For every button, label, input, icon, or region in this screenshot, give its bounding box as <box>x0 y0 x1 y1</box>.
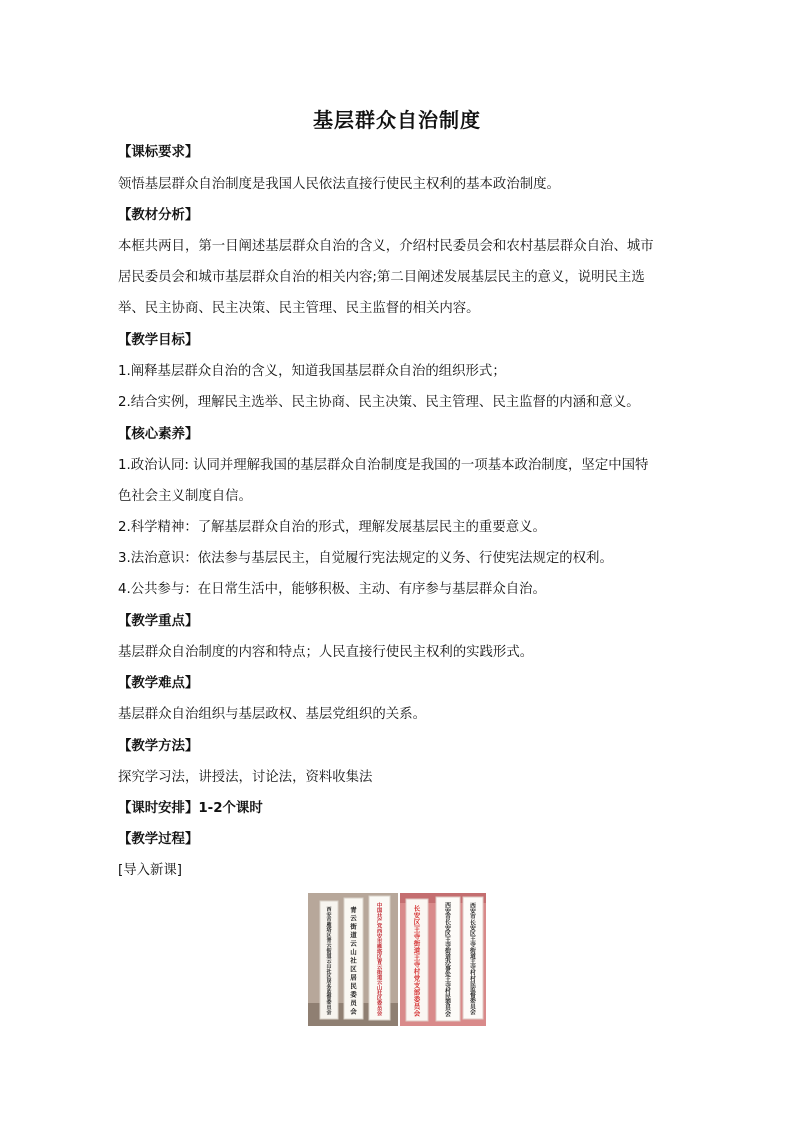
sign-character: 居 <box>326 979 332 986</box>
sign-character: 市 <box>470 913 476 921</box>
sign-character: 西 <box>445 902 451 910</box>
sign-character: 云 <box>376 964 383 971</box>
sign-character: 塔 <box>376 949 383 956</box>
sign-character: 会 <box>413 1009 421 1018</box>
sign-character: 产 <box>376 918 383 925</box>
paragraph-line: 2.结合实例，理解民主选举、民主协商、民主决策、民主管理、民主监督的内涵和意义。 <box>118 395 640 410</box>
sign-character: 区 <box>376 954 383 961</box>
sign-character: 区 <box>376 995 383 1002</box>
sign-character: 道 <box>326 953 332 960</box>
sign-character: 街 <box>376 969 383 976</box>
village-committee-signboards-photo <box>308 893 486 1026</box>
sign-character: 街 <box>445 948 451 956</box>
sign-character: 云 <box>350 939 357 948</box>
sign-character: 会 <box>376 1010 383 1017</box>
paragraph-line: 1.阐释基层群众自治的含义，知道我国基层群众自治的组织形式； <box>118 364 506 379</box>
section-heading: 【教材分析】 <box>118 208 199 223</box>
sign-character: 村 <box>413 967 421 976</box>
sign-character: 村 <box>470 969 476 977</box>
sign-character: 社 <box>326 968 332 975</box>
sign-character: 安 <box>326 912 332 919</box>
sign-character: 西 <box>376 928 383 935</box>
sign-character: 寺 <box>445 942 451 950</box>
signboards-illustration <box>308 893 486 1026</box>
sign-character: 市 <box>376 939 383 946</box>
sign-character: 道 <box>413 946 421 955</box>
sign-character: 寺 <box>413 932 421 941</box>
sign-character: 安 <box>470 924 476 932</box>
sign-character: 区 <box>350 965 357 973</box>
sign-character: 安 <box>470 908 476 916</box>
sign-character: 委 <box>470 997 476 1005</box>
sign-character: 王 <box>445 936 451 944</box>
sign-character: 道 <box>445 953 451 961</box>
sign-character: 道 <box>376 975 383 982</box>
paragraph-line: [导入新课] <box>118 863 183 878</box>
sign-character: 民 <box>445 993 451 1001</box>
sign-character: 部 <box>413 988 421 997</box>
sign-character: 西 <box>326 907 332 914</box>
sign-character: 王 <box>470 936 476 944</box>
sign-character: 青 <box>350 905 357 914</box>
sign-character: 王 <box>470 958 476 966</box>
paragraph-line: 举、民主协商、民主决策、民主管理、民主监督的相关内容。 <box>118 301 480 316</box>
sign-character: 员 <box>470 1003 476 1011</box>
sign-character: 云 <box>326 943 332 950</box>
sign-character: 支 <box>413 981 421 990</box>
sign-character: 云 <box>326 958 332 965</box>
sign-character: 长 <box>445 919 451 927</box>
sign-character: 区 <box>470 930 476 938</box>
paragraph-line: 居民委员会和城市基层群众自治的相关内容;第二目阐述发展基层民主的意义，说明民主选 <box>118 270 645 285</box>
paragraph-line: 2.科学精神：了解基层群众自治的形式，理解发展基层民主的重要意义。 <box>118 520 546 535</box>
section-heading: 【课标要求】 <box>118 145 199 160</box>
sign-character: 委 <box>376 1000 383 1007</box>
section-heading: 【教学难点】 <box>118 676 199 691</box>
sign-character: 市 <box>326 917 332 924</box>
sign-character: 区 <box>445 931 451 939</box>
sign-character: 委 <box>350 990 357 999</box>
sign-character: 王 <box>413 925 421 934</box>
sign-character: 云 <box>350 914 357 923</box>
sign-character: 长 <box>413 904 421 913</box>
sign-character: 委 <box>445 999 451 1007</box>
section-heading: 【核心素养】 <box>118 427 199 442</box>
sign-character: 党 <box>376 923 383 930</box>
sign-character: 区 <box>326 973 332 980</box>
paragraph-line: 4.公共参与：在日常生活中，能够积极、主动、有序参与基层群众自治。 <box>118 582 546 597</box>
sign-character: 党 <box>413 974 421 983</box>
sign-character: 社 <box>350 956 357 965</box>
sign-character: 寺 <box>470 941 476 949</box>
section-heading: 【教学方法】 <box>118 739 199 754</box>
sign-character: 员 <box>445 1005 451 1013</box>
section-heading: 【教学目标】 <box>118 333 199 348</box>
sign-character: 长 <box>470 919 476 927</box>
sign-character: 中 <box>376 903 383 910</box>
sign-character: 会 <box>470 1008 476 1016</box>
sign-character: 道 <box>470 952 476 960</box>
sign-character: 云 <box>376 980 383 987</box>
sign-character: 王 <box>413 953 421 962</box>
sign-character: 村 <box>470 975 476 983</box>
document-title: 基层群众自治制度 <box>313 108 481 132</box>
sign-character: 安 <box>445 925 451 933</box>
sign-character: 安 <box>413 911 421 920</box>
sign-character: 街 <box>326 948 332 955</box>
sign-character: 雁 <box>376 944 383 951</box>
sign-character: 民 <box>350 981 357 990</box>
paragraph-line: 3.法治意识：依法参与基层民主，自觉履行宪法规定的义务、行使宪法规定的权利。 <box>118 551 613 566</box>
sign-character: 街 <box>470 947 476 955</box>
sign-character: 安 <box>445 908 451 916</box>
sign-character: 共 <box>376 913 383 920</box>
sign-character: 街 <box>350 922 357 931</box>
sign-character: 委 <box>413 995 421 1004</box>
sign-character: 处 <box>445 970 451 978</box>
sign-character: 道 <box>350 931 357 940</box>
paragraph-line: 基层群众自治组织与基层政权、基层党组织的关系。 <box>118 707 426 722</box>
section-heading: 【教学重点】 <box>118 614 199 629</box>
sign-character: 王 <box>445 976 451 984</box>
sign-character: 安 <box>376 933 383 940</box>
sign-character: 山 <box>350 948 357 957</box>
sign-character: 民 <box>470 980 476 988</box>
sign-character: 雁 <box>326 922 332 929</box>
sign-character: 西 <box>470 902 476 910</box>
sign-character: 事 <box>445 965 451 973</box>
paragraph-line: 本框共两目，第一目阐述基层群众自治的含义，介绍村民委员会和农村基层群众自治、城市 <box>118 239 654 254</box>
sign-character: 员 <box>326 1004 332 1011</box>
sign-character: 塔 <box>326 927 332 934</box>
sign-character: 办 <box>445 959 451 967</box>
sign-character: 山 <box>376 985 383 992</box>
sign-character: 员 <box>350 998 357 1007</box>
sign-character: 员 <box>413 1002 421 1011</box>
sign-character: 区 <box>326 932 332 939</box>
sign-character: 山 <box>326 963 332 970</box>
sign-character: 青 <box>326 937 332 944</box>
paragraph-line: 探究学习法，讲授法，讨论法，资料收集法 <box>118 770 373 785</box>
sign-character: 青 <box>376 959 383 966</box>
sign-character: 监 <box>470 986 476 994</box>
paragraph-line: 色社会主义制度自信。 <box>118 489 252 504</box>
sign-character: 督 <box>326 994 332 1001</box>
sign-character: 社 <box>376 990 383 997</box>
sign-character: 寺 <box>470 964 476 972</box>
sign-character: 寺 <box>413 960 421 969</box>
paragraph-line: 基层群众自治制度的内容和特点；人民直接行使民主权利的实践形式。 <box>118 645 534 660</box>
sign-character: 监 <box>326 989 332 996</box>
sign-character: 区 <box>413 918 421 927</box>
sign-character: 村 <box>445 988 451 996</box>
section-heading: 【教学过程】 <box>118 832 199 847</box>
sign-character: 市 <box>445 913 451 921</box>
sign-character: 会 <box>326 1009 332 1016</box>
sign-character: 督 <box>470 992 476 1000</box>
sign-character: 员 <box>376 1005 383 1012</box>
sign-character: 居 <box>350 973 357 982</box>
paragraph-line: 1.政治认同: 认同并理解我国的基层群众自治制度是我国的一项基本政治制度，坚定中国特 <box>118 458 649 473</box>
paragraph-line: 领悟基层群众自治制度是我国人民依法直接行使民主权利的基本政治制度。 <box>118 177 560 192</box>
sign-character: 委 <box>326 999 332 1006</box>
section-heading: 【课时安排】1-2个课时 <box>118 801 263 816</box>
sign-character: 街 <box>413 939 421 948</box>
sign-character: 会 <box>445 1010 451 1018</box>
sign-character: 务 <box>326 984 332 991</box>
sign-character: 国 <box>376 908 383 915</box>
sign-character: 会 <box>350 1007 357 1016</box>
sign-character: 寺 <box>445 982 451 990</box>
